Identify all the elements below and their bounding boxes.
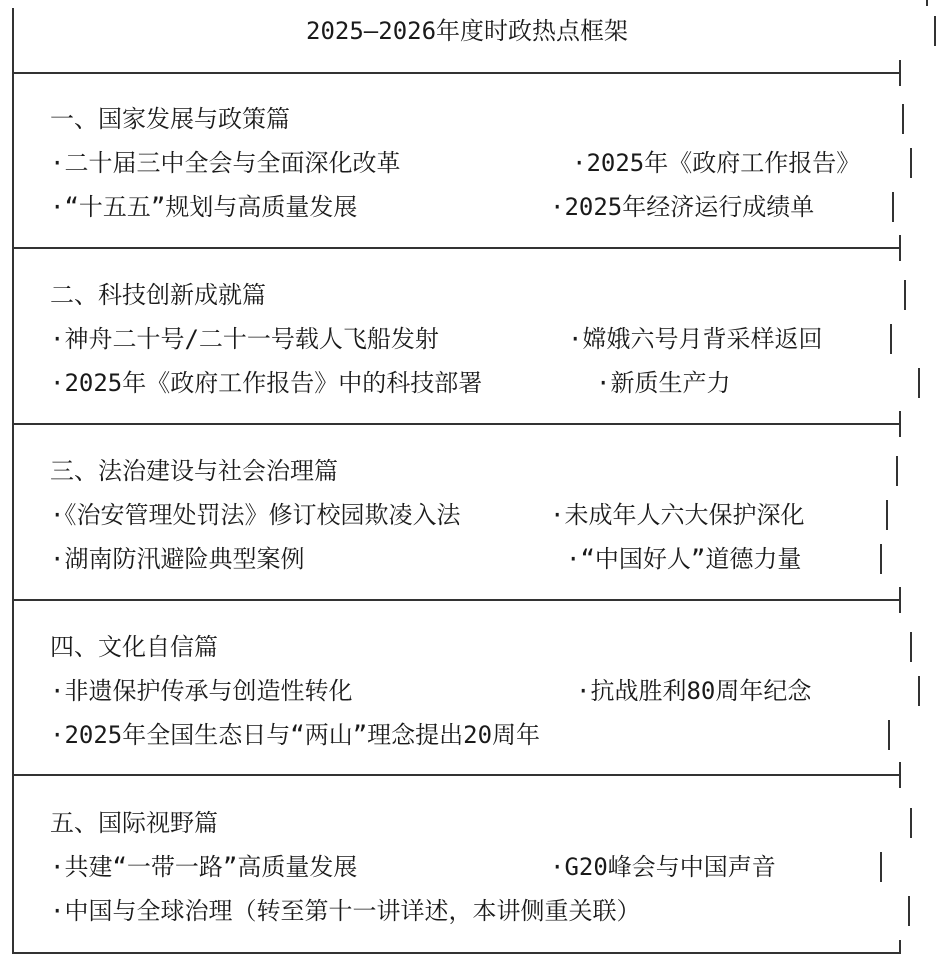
list-item: ·抗战胜利80周年纪念: [576, 677, 812, 705]
row-end-bar: [934, 16, 936, 46]
frame-left-border: [12, 8, 14, 954]
list-item: ·新质生产力: [596, 369, 731, 397]
list-item: ·湖南防汛避险典型案例: [50, 545, 305, 573]
row-end-bar: [892, 192, 894, 222]
list-item: ·“中国好人”道德力量: [566, 545, 802, 573]
list-item: ·“十五五”规划与高质量发展: [50, 193, 358, 221]
list-item: ·共建“一带一路”高质量发展: [50, 853, 358, 881]
divider-top: [12, 72, 900, 74]
row-end-bar: [918, 368, 920, 398]
row-end-bar: [886, 500, 888, 530]
list-item: ·中国与全球治理（转至第十一讲详述，本讲侧重关联）: [50, 897, 641, 925]
divider-1: [12, 247, 900, 249]
row-end-bar: [908, 896, 910, 926]
divider-bottom-tick: [899, 940, 901, 954]
page-title: 2025—2026年度时政热点框架: [306, 17, 629, 45]
list-item: ·未成年人六大保护深化: [550, 501, 805, 529]
list-item: ·神舟二十号/二十一号载人飞船发射: [50, 325, 439, 353]
section-heading: 五、国际视野篇: [50, 809, 218, 837]
list-item: ·二十届三中全会与全面深化改革: [50, 149, 401, 177]
divider-3-tick: [899, 587, 901, 613]
divider-4-tick: [899, 762, 901, 788]
row-end-bar: [880, 852, 882, 882]
row-end-bar: [910, 148, 912, 178]
section-heading: 二、科技创新成就篇: [50, 281, 266, 309]
list-item: ·2025年《政府工作报告》中的科技部署: [50, 369, 483, 397]
row-end-bar: [918, 676, 920, 706]
list-item: ·2025年全国生态日与“两山”理念提出20周年: [50, 721, 541, 749]
row-end-bar: [902, 104, 904, 134]
list-item: ·嫦娥六号月背采样返回: [568, 325, 823, 353]
list-item: ·《治安管理处罚法》修订校园欺凌入法: [50, 501, 461, 529]
row-end-bar: [910, 632, 912, 662]
section-heading: 三、法治建设与社会治理篇: [50, 457, 338, 485]
row-end-bar: [890, 324, 892, 354]
row-end-bar: [910, 808, 912, 838]
divider-bottom: [12, 952, 900, 954]
row-end-bar: [896, 456, 898, 486]
section-heading: 四、文化自信篇: [50, 633, 218, 661]
list-item: ·G20峰会与中国声音: [550, 853, 776, 881]
row-end-bar: [904, 280, 906, 310]
divider-4: [12, 774, 900, 776]
row-end-bar: [880, 544, 882, 574]
section-heading: 一、国家发展与政策篇: [50, 105, 290, 133]
list-item: ·非遗保护传承与创造性转化: [50, 677, 353, 705]
row-end-bar: [926, 0, 928, 6]
list-item: ·2025年经济运行成绩单: [550, 193, 815, 221]
row-end-bar: [888, 720, 890, 750]
divider-3: [12, 599, 900, 601]
list-item: ·2025年《政府工作报告》: [572, 149, 861, 177]
divider-2-tick: [899, 411, 901, 437]
divider-top-tick: [899, 60, 901, 86]
divider-2: [12, 423, 900, 425]
divider-1-tick: [899, 235, 901, 261]
